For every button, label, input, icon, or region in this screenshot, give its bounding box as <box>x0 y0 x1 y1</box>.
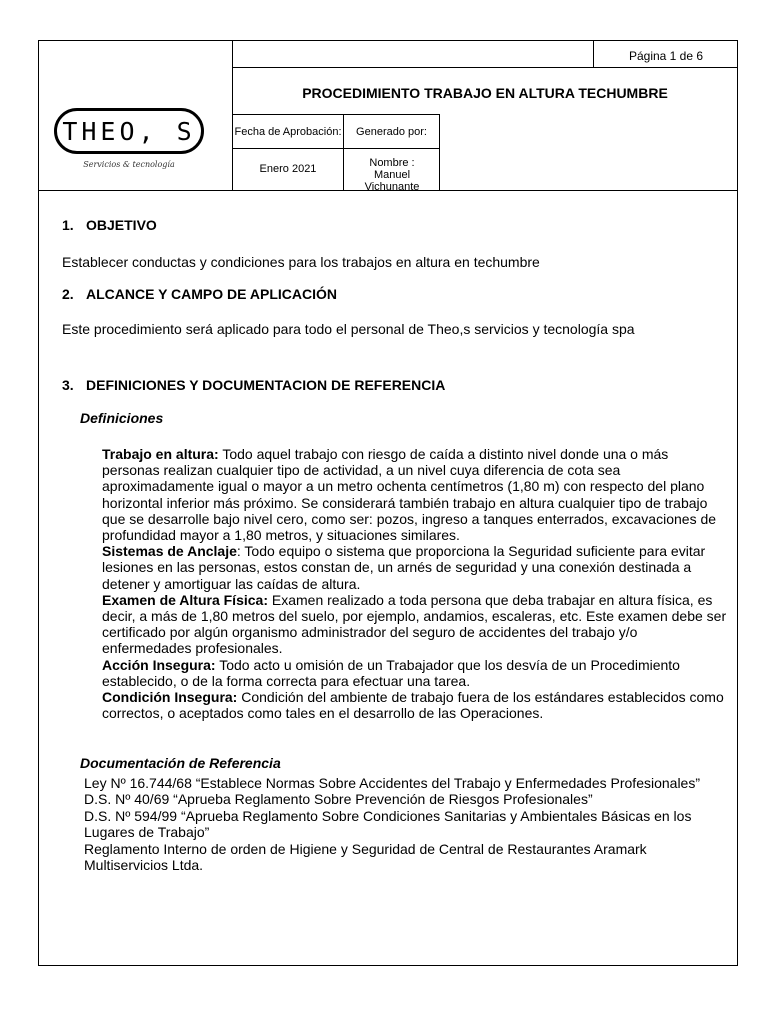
definition-item: Examen de Altura Física: Examen realizado a toda persona que deba trabajar en altura física, es decir, a más de 1,80 metros del suelo, por ejemplo, andamios, escaleras, etc. Este examen debe ser certificado por algún organismo administrador del seguro de accidentes del trabajo y/o enfermedades profesionales. <box>102 591 727 657</box>
document-title: PROCEDIMIENTO TRABAJO EN ALTURA TECHUMBRE <box>302 85 668 101</box>
logo-text: THEO, S <box>62 116 196 146</box>
definition-item: Acción Insegura: Todo acto u omisión de un Trabajador que los desvía de un Procedimiento establecido, o de la forma correcta para efectuar una tarea. <box>102 656 680 689</box>
generated-by-value: Nombre : Manuel Vichunante <box>364 157 420 193</box>
reference-item: D.S. Nº 594/99 “Aprueba Reglamento Sobre Condiciones Sanitarias y Ambientales Básicas en los Lugares de Trabajo” <box>84 807 692 841</box>
alcance-text: Este procedimiento será aplicado para todo el personal de Theo,s servicios y tecnología spa <box>62 321 635 337</box>
logo-tagline: Servicios & tecnología <box>83 160 175 169</box>
objetivo-text: Establecer conductas y condiciones para los trabajos en altura en techumbre <box>62 254 540 270</box>
reference-item: D.S. Nº 40/69 “Aprueba Reglamento Sobre Prevención de Riesgos Profesionales” <box>84 791 593 808</box>
approval-date-value: Enero 2021 <box>259 163 317 175</box>
company-logo <box>54 108 204 154</box>
definition-item: Trabajo en altura: Todo aquel trabajo con riesgo de caída a distinto nivel donde una o más personas realizan cualquier tipo de actividad, a un nivel cuya diferencia de cota sea aproximadamente igual o mayor a un metro ochenta centímetros (1,80 m) con respecto del plano horizontal inferior más próximo. Se considerará también trabajo en altura cualquier tipo de trabajo que se desarrolle bajo nivel cero, como ser: pozos, ingreso a tanques enterrados, excavaciones de profundidad mayor a 1,80 metros, y situaciones similares. <box>102 446 717 544</box>
reference-item: Ley Nº 16.744/68 “Establece Normas Sobre Accidentes del Trabajo y Enfermedades Profesionales” <box>84 775 701 791</box>
section-heading-alcance: 2. ALCANCE Y CAMPO DE APLICACIÓN <box>62 286 337 302</box>
references-list <box>84 775 724 873</box>
generated-by-label: Generado por: <box>356 126 427 138</box>
page-number: Página 1 de 6 <box>628 49 704 63</box>
section-heading-objetivo: 1. OBJETIVO <box>62 217 157 233</box>
section-heading-definiciones: 3. DEFINICIONES Y DOCUMENTACION DE REFERENCIA <box>62 377 446 393</box>
reference-item: Reglamento Interno de orden de Higiene y Seguridad de Central de Restaurantes Aramark Multiservicios Ltda. <box>84 840 647 874</box>
definitions-list <box>102 446 727 721</box>
definition-item: Sistemas de Anclaje: Todo equipo o sistema que proporciona la Seguridad suficiente para evitar lesiones en las personas, estos constan de, un arnés de seguridad y una conexión destinada a detener y amortiguar las caídas de altura. <box>102 543 706 592</box>
definition-item: Condición Insegura: Condición del ambiente de trabajo fuera de los estándares establecidos como correctos, o aceptados como tales en el desarrollo de las Operaciones. <box>102 689 724 722</box>
approval-date-label: Fecha de Aprobación: <box>234 126 342 138</box>
references-subheading: Documentación de Referencia <box>80 755 281 771</box>
definitions-subheading: Definiciones <box>80 410 164 426</box>
